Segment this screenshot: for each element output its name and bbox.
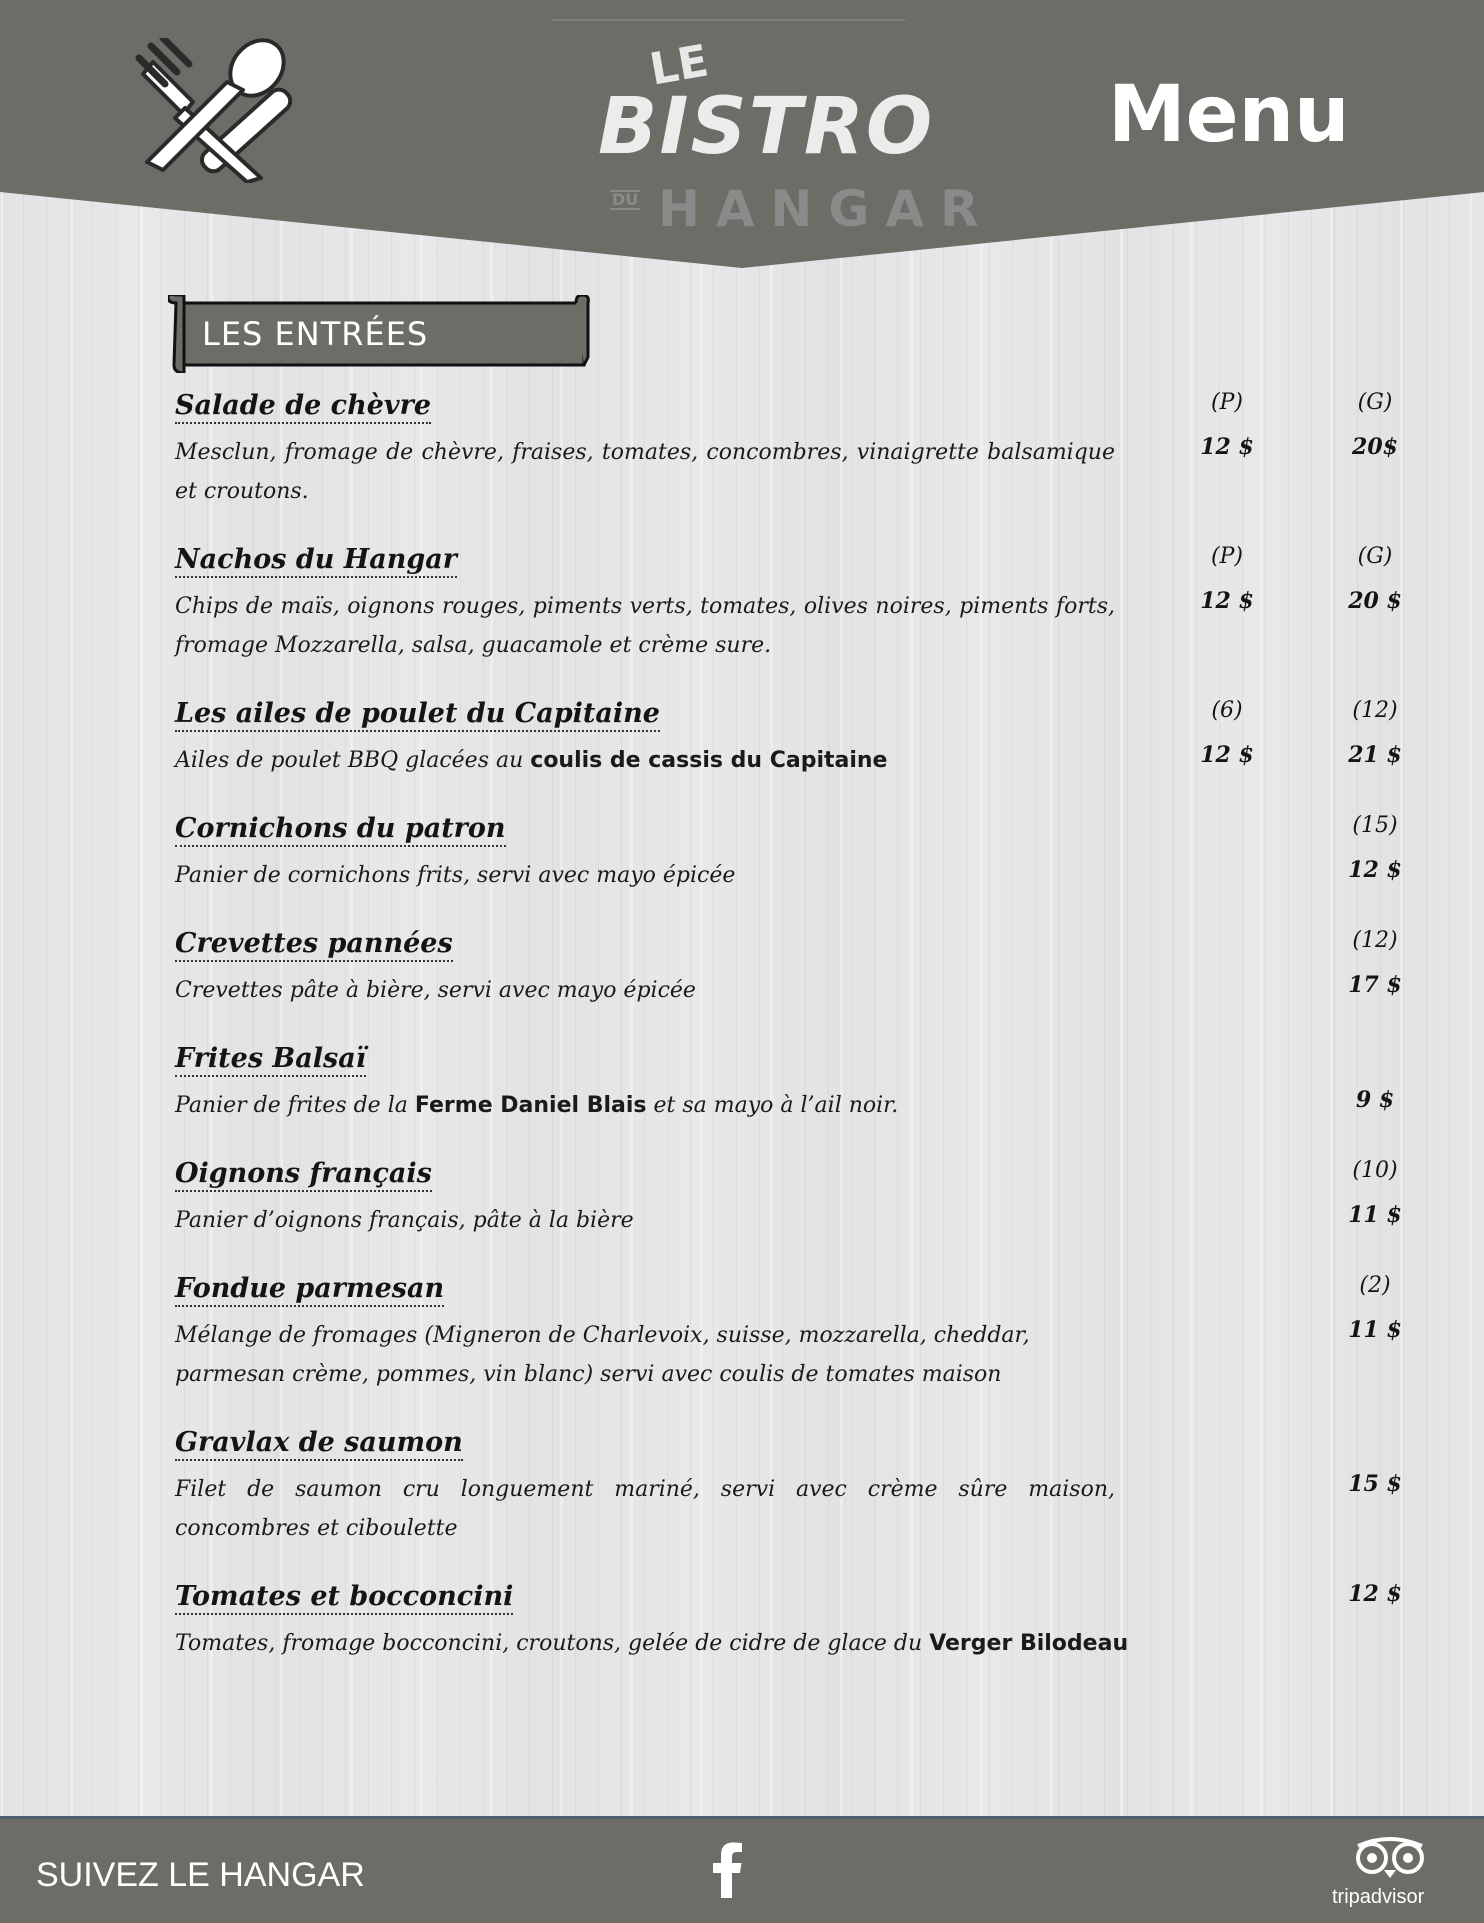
section-title: LES ENTRÉES: [202, 315, 429, 353]
price: 17 $: [1348, 972, 1402, 998]
item-description: Mélange de fromages (Migneron de Charlevoix, suisse, mozzarella, cheddar, parmesan crème, pommes, vin blanc) servi avec coulis de tomates maison: [175, 1323, 1030, 1387]
item-name: Salade de chèvre: [175, 390, 431, 424]
size-label: (P): [1211, 390, 1243, 415]
price-column-b: [1320, 542, 1430, 616]
price-column-b: [1320, 811, 1430, 885]
size-label: (12): [1352, 928, 1398, 953]
item-description: [175, 741, 1115, 780]
size-label: (2): [1359, 1273, 1391, 1298]
item-description: [175, 1086, 1115, 1125]
tripadvisor-label: tripadvisor: [1332, 1886, 1425, 1908]
logo-le: LE: [646, 35, 713, 96]
logo-du: DU: [612, 190, 639, 209]
price: 12 $: [1200, 588, 1254, 614]
price-column-b: [1320, 1041, 1430, 1115]
price-column-b: [1320, 696, 1430, 770]
desc-bold: Verger Bilodeau: [929, 1631, 1129, 1656]
price: 9 $: [1355, 1087, 1395, 1113]
size-label: (G): [1357, 390, 1393, 415]
desc-bold: coulis de cassis du Capitaine: [530, 748, 888, 773]
size-label: (G): [1357, 544, 1393, 569]
size-label: (6): [1211, 698, 1243, 723]
size-label: (12): [1352, 698, 1398, 723]
price-column-b: [1320, 1425, 1430, 1499]
price-column-a: [1172, 696, 1282, 770]
price-column-b: [1320, 1535, 1430, 1609]
logo-hangar: HANGAR: [658, 180, 995, 238]
item-description: Filet de saumon cru longuement mariné, servi avec crème sûre maison, concombres et ciboulette: [175, 1477, 1115, 1541]
price: 21 $: [1348, 742, 1402, 768]
price: 11 $: [1348, 1202, 1402, 1228]
desc-text: Tomates, fromage bocconcini, croutons, gelée de cidre de glace du: [175, 1631, 923, 1656]
desc-text: et sa mayo à l’ail noir.: [653, 1093, 899, 1118]
price-column-b: [1320, 388, 1430, 462]
item-name: Fondue parmesan: [175, 1273, 444, 1307]
price: 12 $: [1200, 434, 1254, 460]
item-name: Gravlax de saumon: [175, 1427, 463, 1461]
price: 12 $: [1348, 857, 1402, 883]
utensils-icon: [135, 38, 295, 183]
item-description: [175, 1624, 1135, 1663]
price-column-a: [1172, 542, 1282, 616]
header: [0, 0, 1484, 270]
desc-text: Panier de frites de la: [175, 1093, 408, 1118]
price-column-b: [1320, 1271, 1430, 1345]
size-label: (15): [1352, 813, 1398, 838]
menu-item: [175, 1581, 1415, 1661]
menu-item: [175, 1158, 1415, 1238]
size-label: (10): [1352, 1158, 1398, 1183]
price: 15 $: [1348, 1471, 1402, 1497]
price: 20$: [1352, 434, 1398, 460]
item-name: Oignons français: [175, 1158, 432, 1192]
menu-item: [175, 1273, 1415, 1393]
size-label: (P): [1211, 544, 1243, 569]
price-column-a: [1172, 388, 1282, 462]
follow-label: SUIVEZ LE HANGAR: [36, 1856, 365, 1894]
item-name: Les ailes de poulet du Capitaine: [175, 698, 660, 732]
price: 20 $: [1348, 588, 1402, 614]
size-label: [1320, 1535, 1430, 1579]
item-description: Chips de maïs, oignons rouges, piments verts, tomates, olives noires, piments forts, fromage Mozzarella, salsa, guacamole et crème sure.: [175, 594, 1115, 658]
logo-bistro: BISTRO: [598, 82, 935, 172]
price-column-b: [1320, 926, 1430, 1000]
price-column-b: [1320, 1156, 1430, 1230]
desc-bold: Ferme Daniel Blais: [414, 1093, 647, 1118]
item-description: Panier d’oignons français, pâte à la bière: [175, 1208, 634, 1233]
bistro-logo: [580, 20, 995, 240]
size-label: [1320, 1425, 1430, 1469]
page-title: Menu: [1108, 70, 1350, 160]
item-name: Cornichons du patron: [175, 813, 506, 847]
item-description: Mesclun, fromage de chèvre, fraises, tomates, concombres, vinaigrette balsamique et croutons.: [175, 440, 1115, 504]
price: 11 $: [1348, 1317, 1402, 1343]
menu-item: [175, 1043, 1415, 1123]
menu-item: [175, 813, 1415, 893]
price: 12 $: [1200, 742, 1254, 768]
item-name: Frites Balsaï: [175, 1043, 366, 1077]
item-name: Tomates et bocconcini: [175, 1581, 513, 1615]
item-description: Crevettes pâte à bière, servi avec mayo épicée: [175, 978, 696, 1003]
menu-item: [175, 1427, 1415, 1547]
item-name: Crevettes pannées: [175, 928, 453, 962]
menu-item: [175, 928, 1415, 1008]
item-description: Panier de cornichons frits, servi avec mayo épicée: [175, 863, 736, 888]
facebook-icon[interactable]: [710, 1842, 744, 1898]
size-label: [1320, 1041, 1430, 1085]
item-name: Nachos du Hangar: [175, 544, 457, 578]
desc-text: Ailes de poulet BBQ glacées au: [175, 748, 524, 773]
price: 12 $: [1348, 1581, 1402, 1607]
